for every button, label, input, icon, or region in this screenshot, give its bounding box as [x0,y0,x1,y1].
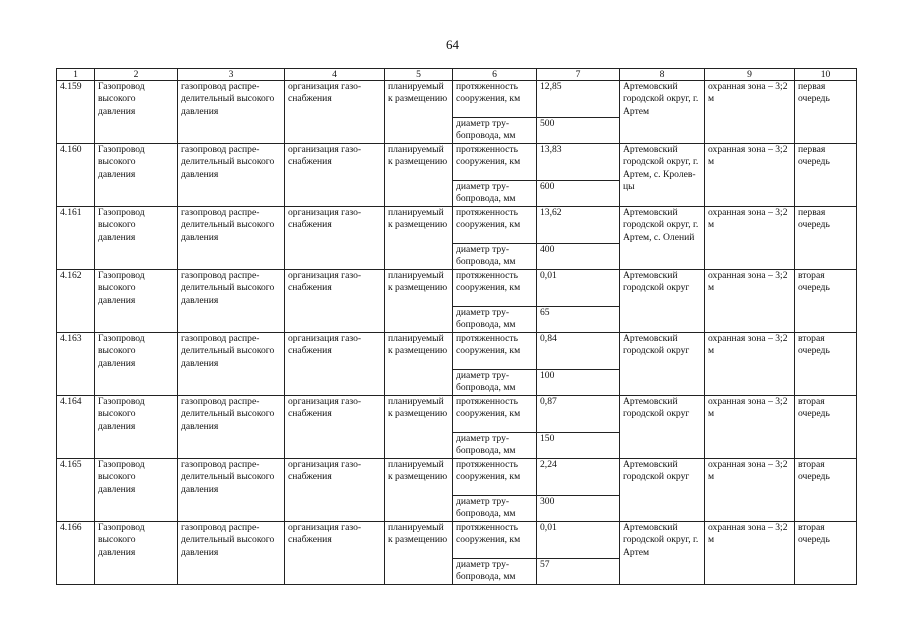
object-location: Артемовский городской округ, г. Артем [620,522,705,585]
object-name: Газопровод высокого давления [95,522,178,585]
length-label: протяженность сооружения, км [453,81,537,118]
diameter-label: диаметр трубопровода, мм [453,370,537,396]
object-purpose: организация газоснабжения [285,396,385,459]
length-label: протяженность сооружения, км [453,144,537,181]
object-location: Артемовский городской округ, г. Артем, с. Кролевцы [620,144,705,207]
protection-zone: охранная зона – 3;2 м [705,333,795,396]
table-row [57,144,857,181]
column-header: 6 [453,69,537,81]
objects-table [56,68,857,585]
construction-stage: вторая очередь [795,270,857,333]
table-row [57,333,857,370]
object-number: 4.164 [57,396,95,459]
table-body [57,81,857,585]
object-type: газопровод распределительный высокого давления [178,270,285,333]
length-label: протяженность сооружения, км [453,459,537,496]
protection-zone: охранная зона – 3;2 м [705,207,795,270]
object-status: планируемый к размещению [385,144,453,207]
object-name: Газопровод высокого давления [95,333,178,396]
object-type: газопровод распределительный высокого давления [178,333,285,396]
page-number: 64 [446,37,459,52]
diameter-value: 65 [537,307,620,333]
object-purpose: организация газоснабжения [285,81,385,144]
object-type: газопровод распределительный высокого давления [178,396,285,459]
object-purpose: организация газоснабжения [285,207,385,270]
object-name: Газопровод высокого давления [95,396,178,459]
object-status: планируемый к размещению [385,81,453,144]
length-value: 13,83 [537,144,620,181]
object-type: газопровод распределительный высокого давления [178,522,285,585]
object-location: Артемовский городской округ [620,396,705,459]
diameter-label: диаметр трубопровода, мм [453,118,537,144]
object-number: 4.165 [57,459,95,522]
column-header: 1 [57,69,95,81]
length-label: протяженность сооружения, км [453,333,537,370]
column-header: 5 [385,69,453,81]
object-purpose: организация газоснабжения [285,522,385,585]
object-type: газопровод распределительный высокого давления [178,144,285,207]
object-name: Газопровод высокого давления [95,144,178,207]
header-row [57,69,857,81]
column-header: 3 [178,69,285,81]
diameter-label: диаметр трубопровода, мм [453,307,537,333]
object-purpose: организация газоснабжения [285,333,385,396]
object-purpose: организация газоснабжения [285,270,385,333]
construction-stage: первая очередь [795,207,857,270]
length-value: 2,24 [537,459,620,496]
column-header: 8 [620,69,705,81]
construction-stage: вторая очередь [795,396,857,459]
object-number: 4.160 [57,144,95,207]
diameter-value: 600 [537,181,620,207]
object-name: Газопровод высокого давления [95,207,178,270]
protection-zone: охранная зона – 3;2 м [705,81,795,144]
object-location: Артемовский городской округ, г. Артем [620,81,705,144]
length-value: 0,01 [537,522,620,559]
diameter-label: диаметр трубопровода, мм [453,244,537,270]
object-status: планируемый к размещению [385,522,453,585]
table-row [57,81,857,118]
object-status: планируемый к размещению [385,396,453,459]
diameter-value: 400 [537,244,620,270]
column-header: 10 [795,69,857,81]
diameter-value: 150 [537,433,620,459]
length-label: протяженность сооружения, км [453,270,537,307]
length-label: протяженность сооружения, км [453,522,537,559]
object-name: Газопровод высокого давления [95,270,178,333]
object-location: Артемовский городской округ [620,333,705,396]
object-name: Газопровод высокого давления [95,81,178,144]
length-value: 0,01 [537,270,620,307]
protection-zone: охранная зона – 3;2 м [705,396,795,459]
column-header: 2 [95,69,178,81]
construction-stage: первая очередь [795,81,857,144]
protection-zone: охранная зона – 3;2 м [705,459,795,522]
table-row [57,270,857,307]
object-number: 4.161 [57,207,95,270]
diameter-label: диаметр трубопровода, мм [453,559,537,585]
object-location: Артемовский городской округ [620,270,705,333]
diameter-value: 100 [537,370,620,396]
protection-zone: охранная зона – 3;2 м [705,270,795,333]
protection-zone: охранная зона – 3;2 м [705,522,795,585]
diameter-value: 57 [537,559,620,585]
object-number: 4.162 [57,270,95,333]
length-label: протяженность сооружения, км [453,207,537,244]
object-purpose: организация газоснабжения [285,459,385,522]
table-row [57,207,857,244]
object-status: планируемый к размещению [385,459,453,522]
construction-stage: вторая очередь [795,459,857,522]
diameter-value: 500 [537,118,620,144]
object-location: Артемовский городской округ [620,459,705,522]
construction-stage: вторая очередь [795,333,857,396]
length-value: 13,62 [537,207,620,244]
object-type: газопровод распределительный высокого давления [178,207,285,270]
construction-stage: первая очередь [795,144,857,207]
object-type: газопровод распределительный высокого давления [178,459,285,522]
object-location: Артемовский городской округ, г. Артем, с. Олений [620,207,705,270]
diameter-label: диаметр трубопровода, мм [453,181,537,207]
diameter-label: диаметр трубопровода, мм [453,496,537,522]
diameter-label: диаметр трубопровода, мм [453,433,537,459]
column-header: 4 [285,69,385,81]
length-value: 12,85 [537,81,620,118]
length-label: протяженность сооружения, км [453,396,537,433]
length-value: 0,84 [537,333,620,370]
column-header: 7 [537,69,620,81]
table-row [57,396,857,433]
column-header: 9 [705,69,795,81]
table-row [57,522,857,559]
object-number: 4.166 [57,522,95,585]
diameter-value: 300 [537,496,620,522]
object-status: планируемый к размещению [385,270,453,333]
table-row [57,459,857,496]
object-status: планируемый к размещению [385,207,453,270]
protection-zone: охранная зона – 3;2 м [705,144,795,207]
length-value: 0,87 [537,396,620,433]
object-name: Газопровод высокого давления [95,459,178,522]
object-type: газопровод распределительный высокого давления [178,81,285,144]
object-number: 4.163 [57,333,95,396]
object-number: 4.159 [57,81,95,144]
object-status: планируемый к размещению [385,333,453,396]
construction-stage: вторая очередь [795,522,857,585]
object-purpose: организация газоснабжения [285,144,385,207]
